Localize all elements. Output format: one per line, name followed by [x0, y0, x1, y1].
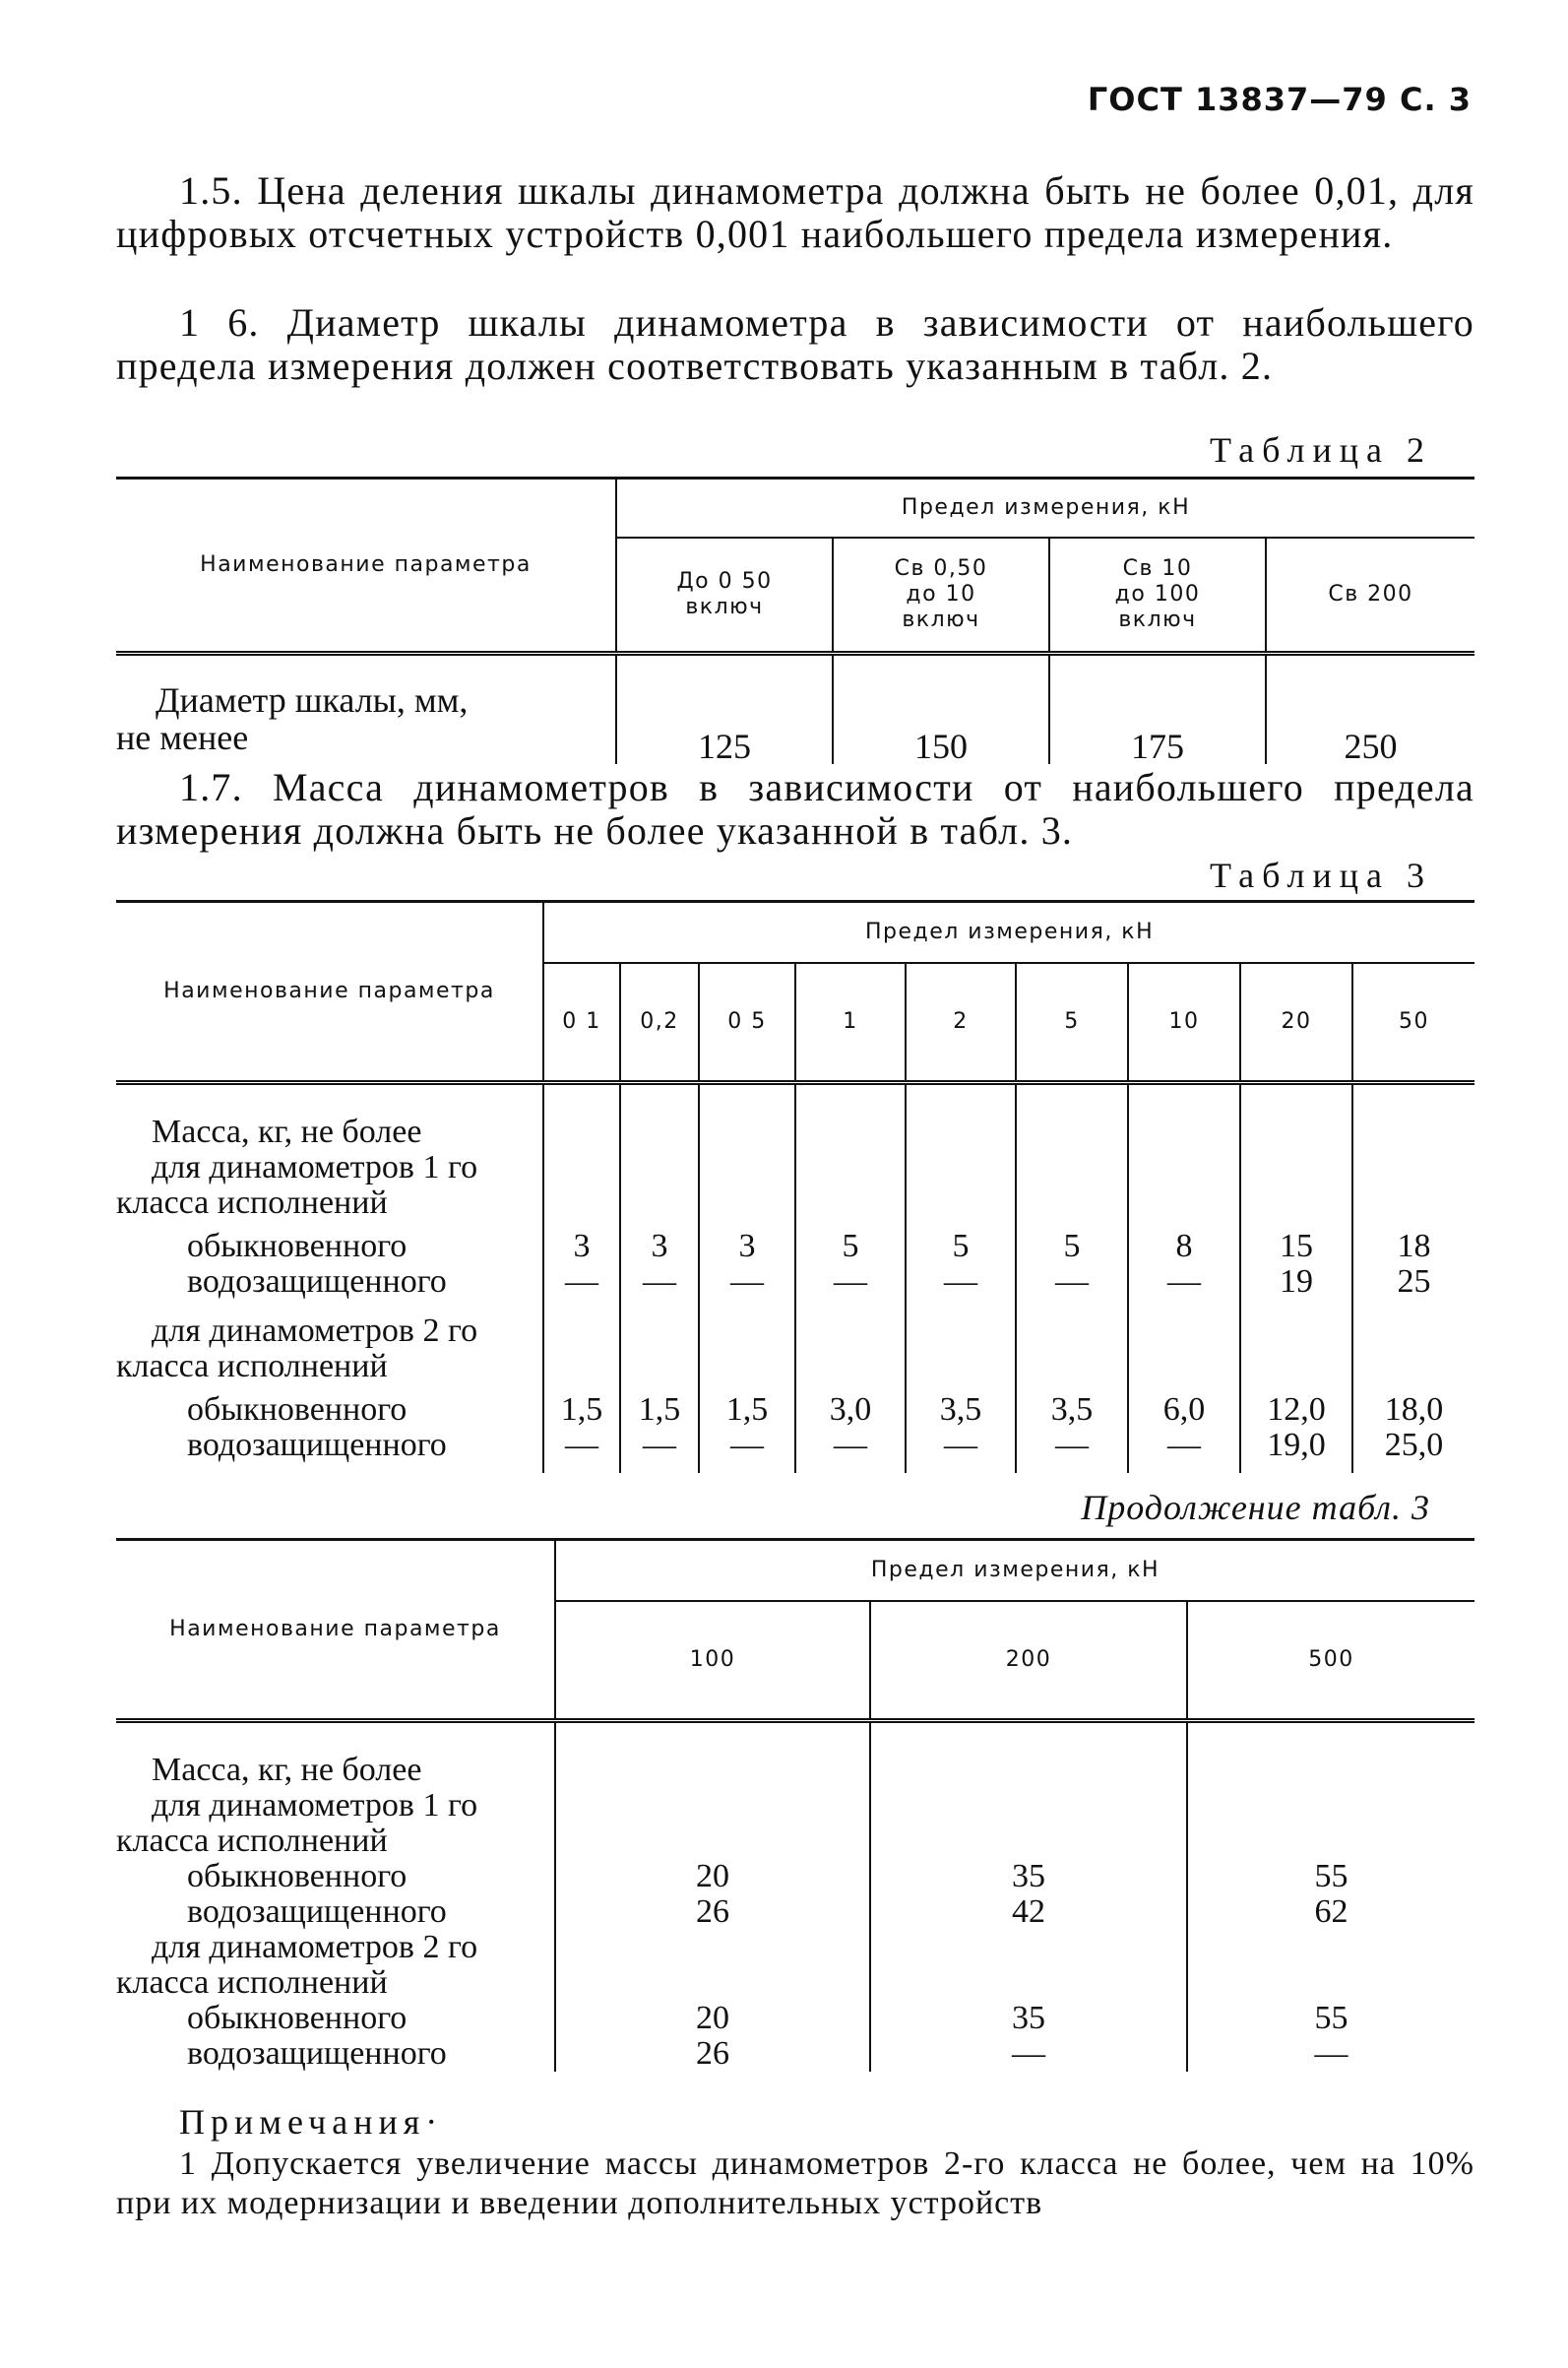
table-cell: 35 42 35 —	[870, 1721, 1187, 2073]
table-cell: 3 —	[699, 1221, 795, 1300]
column-header: Св 10 до 100 включ	[1049, 538, 1266, 654]
row-label: обыкновенного водозащищенного	[187, 1391, 447, 1463]
table-cell: 5 —	[906, 1221, 1016, 1300]
column-header: 500	[1187, 1601, 1474, 1721]
column-header: 2	[906, 963, 1016, 1083]
column-header: До 0 50 включ	[616, 538, 833, 654]
table-3-continuation	[116, 1538, 1474, 2072]
param-header: Наименование параметра	[116, 1540, 555, 1721]
table-cell: 3 —	[620, 1221, 699, 1300]
table-cell: 3,5 —	[1016, 1384, 1128, 1473]
table-3	[116, 900, 1474, 1473]
table-cell: 8 —	[1128, 1221, 1240, 1300]
group-header: Предел измерения, кН	[555, 1540, 1474, 1602]
row-label: Масса, кг, не более для динамометров 1 го класса исполнений	[116, 1114, 478, 1221]
table-cell: 6,0 —	[1128, 1384, 1240, 1473]
paragraph-1-7: 1.7. Масса динамометров в зависимости от наибольшего предела измерения должна быть не более указанной в табл. 3.	[116, 765, 1474, 853]
row-label: Диаметр шкалы, мм, не менее	[116, 680, 469, 757]
column-header: 100	[555, 1601, 870, 1721]
column-header: 50	[1352, 963, 1474, 1083]
table-cell: 3,5 —	[906, 1384, 1016, 1473]
column-header: 20	[1240, 963, 1352, 1083]
table-cell: 18,0 25,0	[1352, 1384, 1474, 1473]
column-header: 0 5	[699, 963, 795, 1083]
column-header: 0,2	[620, 963, 699, 1083]
table-cell: 1,5 —	[620, 1384, 699, 1473]
table-cell: 55 62 55 —	[1187, 1721, 1474, 2073]
row-label: для динамометров 2 го класса исполнений	[116, 1312, 478, 1384]
paragraph-1-5: 1.5. Цена деления шкалы динамометра должна быть не более 0,01, для цифровых отсчетных устройств 0,001 наибольшего предела измерения.	[116, 168, 1474, 256]
row-label: Масса, кг, не более для динамометров 1 го класса исполнений обыкновенного водозащищенного для динамометров 2 го класса исполнений обыкновенного водозащищенного	[116, 1752, 478, 2072]
paragraph-1-6: 1 6. Диаметр шкалы динамометра в зависимости от наибольшего предела измерения должен соответствовать указанным в табл. 2.	[116, 300, 1474, 388]
table-3-continuation-caption: Продолжение табл. 3	[1081, 1488, 1430, 1527]
row-label: обыкновенного водозащищенного	[187, 1228, 447, 1300]
table-cell: 150	[833, 654, 1049, 765]
table-cell: 12,0 19,0	[1240, 1384, 1352, 1473]
table-cell: 3 —	[543, 1221, 620, 1300]
note-1: 1 Допускается увеличение массы динамометров 2-го класса не более, чем на 10% при их модернизации и введении дополнительных устройств	[116, 2145, 1474, 2221]
column-header: 0 1	[543, 963, 620, 1083]
table-cell: 3,0 —	[795, 1384, 906, 1473]
table-cell: 5 —	[1016, 1221, 1128, 1300]
table-cell: 18 25	[1352, 1221, 1474, 1300]
notes-title: Примечания·	[179, 2102, 444, 2142]
column-header: 200	[870, 1601, 1187, 1721]
page-header: ГОСТ 13837—79 С. 3	[1087, 81, 1472, 118]
table-cell: 5 —	[795, 1221, 906, 1300]
param-header: Наименование параметра	[116, 479, 616, 654]
column-header: 1	[795, 963, 906, 1083]
table-2	[116, 477, 1474, 764]
table-cell: 15 19	[1240, 1221, 1352, 1300]
table-cell: 1,5 —	[543, 1384, 620, 1473]
table-cell: 125	[616, 654, 833, 765]
group-header: Предел измерения, кН	[543, 902, 1474, 964]
table-cell: 250	[1266, 654, 1474, 765]
column-header: Св 0,50 до 10 включ	[833, 538, 1049, 654]
table-cell: 1,5 —	[699, 1384, 795, 1473]
column-header: Св 200	[1266, 538, 1474, 654]
column-header: 5	[1016, 963, 1128, 1083]
table-3-caption: Таблица 3	[1210, 856, 1432, 895]
param-header: Наименование параметра	[116, 902, 543, 1083]
group-header: Предел измерения, кН	[616, 479, 1474, 539]
table-cell: 175	[1049, 654, 1266, 765]
table-2-caption: Таблица 2	[1210, 430, 1432, 470]
table-cell: 20 26 20 26	[555, 1721, 870, 2073]
column-header: 10	[1128, 963, 1240, 1083]
